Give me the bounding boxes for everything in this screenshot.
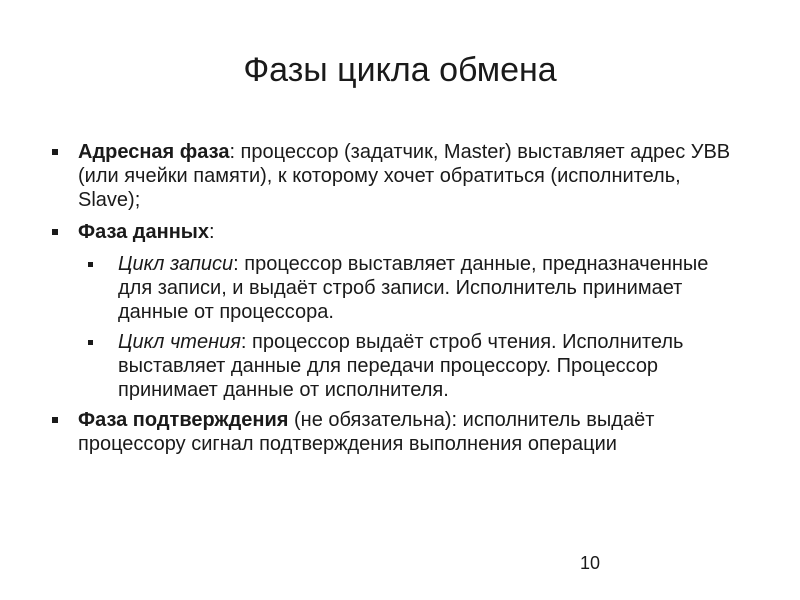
bullet-text: : [208, 221, 215, 243]
sub-bullet-term: Цикл записи [118, 253, 234, 275]
bullet-text: : процессор (задатчик, Master) выставляет адрес УВВ (или ячейки памяти), к которому хочет обратиться (исполнитель, Slave); [78, 141, 731, 211]
square-bullet-icon [52, 229, 58, 235]
bullet-address-phase [50, 140, 740, 212]
sub-bullet-text: : процессор выставляет данные, предназначенные для записи, и выдаёт строб записи. Исполнитель принимает данные от процессора. [118, 253, 709, 323]
sub-bullet-write-cycle [88, 252, 740, 324]
square-bullet-icon [52, 149, 58, 155]
bullet-ack-phase [50, 408, 740, 456]
sub-bullet-term: Цикл чтения [118, 331, 241, 353]
bullet-term: Фаза подтверждения [78, 409, 289, 431]
page-number: 10 [579, 553, 600, 573]
sub-bullet-text: : процессор выдаёт строб чтения. Исполнитель выставляет данные для передачи процессору. Процессор принимает данные от исполнителя. [118, 331, 684, 401]
square-bullet-icon [88, 262, 93, 267]
bullet-term: Адресная фаза [78, 141, 230, 163]
bullet-text: (не обязательна): исполнитель выдаёт процессору сигнал подтверждения выполнения операции [78, 409, 655, 455]
square-bullet-icon [52, 417, 58, 423]
sub-bullet-read-cycle [88, 330, 740, 402]
slide-title: Фазы цикла обмена [243, 51, 557, 89]
bullet-term: Фаза данных [78, 221, 209, 243]
bullet-data-phase [50, 220, 740, 244]
bullet-list [50, 140, 740, 464]
square-bullet-icon [88, 340, 93, 345]
